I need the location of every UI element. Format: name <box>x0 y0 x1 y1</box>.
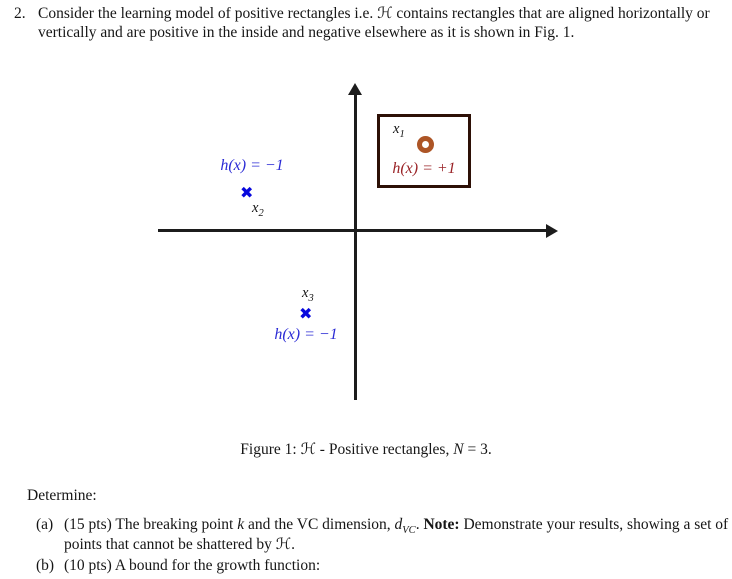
hypothesis-set-symbol: ℋ <box>377 4 393 22</box>
caption-n-variable: N <box>453 441 464 458</box>
figure-caption <box>0 440 732 460</box>
task-a-text-5: . <box>291 535 295 553</box>
point-x2-sub: 2 <box>258 207 264 219</box>
point-x1-sub: 1 <box>399 128 405 140</box>
arrow-right-icon <box>546 224 558 238</box>
tasks-heading: Determine: <box>27 487 97 504</box>
task-a-note-label: Note: <box>423 516 460 533</box>
task-a-text-4: Demonstrate your results, showing a set of points that cannot be shattered by <box>64 516 729 553</box>
arrow-up-icon <box>348 83 362 95</box>
task-b-text: A bound for the growth function: <box>114 557 321 574</box>
problem-number: 2. <box>14 5 26 22</box>
x-marker-icon: ✖ <box>240 183 254 202</box>
task-a-dvc-sub: VC <box>402 525 416 537</box>
task-a-label: (a) <box>36 516 54 533</box>
task-a-text-3: . <box>415 516 424 533</box>
problem-statement <box>14 4 732 42</box>
positive-region-label: h(x) = +1 <box>392 160 456 177</box>
x-axis <box>158 229 549 232</box>
point-x2-base: x <box>252 200 259 216</box>
problem-text-before: Consider the learning model of positive rectangles i.e. <box>38 5 378 22</box>
negative-label-bottom: h(x) = −1 <box>274 326 338 343</box>
y-axis <box>354 91 357 400</box>
task-b-label: (b) <box>36 557 55 574</box>
point-x1-label <box>393 120 405 139</box>
task-a-points: (15 pts) <box>64 516 116 533</box>
negative-label-left: h(x) = −1 <box>220 157 284 174</box>
task-a-text-1: The breaking point <box>115 516 238 533</box>
task-item-a <box>36 515 732 554</box>
task-b-points: (10 pts) <box>64 557 115 574</box>
point-x3-label <box>302 284 314 303</box>
task-item-b <box>36 556 732 576</box>
caption-prefix: Figure 1: <box>240 441 301 458</box>
task-a-dvc-base: d <box>394 516 403 533</box>
caption-suffix: = 3. <box>463 441 492 458</box>
task-a-k-variable: k <box>237 516 245 533</box>
donut-marker-icon <box>417 136 434 153</box>
x-marker-icon: ✖ <box>299 304 313 323</box>
point-x1-base: x <box>393 121 400 137</box>
point-x2-label <box>252 199 264 218</box>
point-x3-base: x <box>302 285 309 301</box>
task-a-text-2: and the VC dimension, <box>244 516 395 533</box>
task-a-h-symbol: ℋ <box>275 534 292 553</box>
caption-middle: - Positive rectangles, <box>315 441 454 458</box>
point-x3-sub: 3 <box>308 292 314 304</box>
caption-h-symbol: ℋ <box>300 440 316 458</box>
problem-text-after: contains rectangles that are aligned horizontally or vertically and are positive in the inside and negative elsewhere as it is shown in Fig. 1. <box>38 5 710 41</box>
